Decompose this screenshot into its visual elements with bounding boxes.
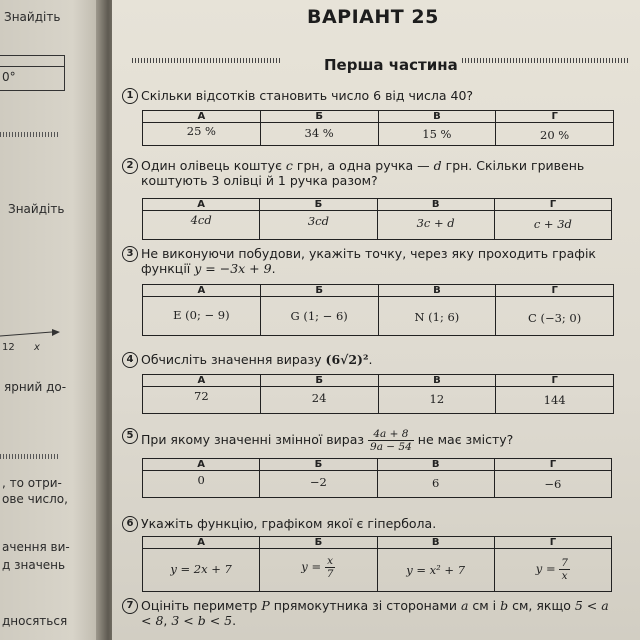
answer-option[interactable]	[143, 111, 260, 145]
option-letter: А	[143, 285, 260, 297]
question-number: 1	[122, 88, 138, 104]
option-letter: Г	[496, 111, 613, 123]
option-value: y = $\frac{x}{7}$	[301, 555, 334, 580]
question-number: 2	[122, 158, 138, 174]
question-3	[122, 246, 617, 276]
question-text: Оцініть периметр P прямокутника зі сторонами a см і b см, якщо 5 < a < 8, 3 < b < 5.	[141, 598, 609, 628]
left-fragment: 0°	[2, 70, 16, 84]
option-value: y = 2x + 7	[170, 562, 232, 576]
option-value: y = $\frac{7}{x}$	[535, 557, 568, 582]
option-value: y = x² + 7	[406, 563, 466, 577]
answer-option[interactable]	[494, 537, 611, 591]
question-5	[122, 428, 617, 453]
question-text: Обчисліть значення виразу (6√2)².	[141, 352, 373, 367]
part-title: Перша частина	[324, 56, 458, 74]
left-fragment: , то отри-	[2, 476, 62, 490]
question-number: 6	[122, 516, 138, 532]
answer-option[interactable]	[143, 199, 259, 239]
left-fragment: Знайдіть	[8, 202, 65, 216]
answer-option[interactable]	[143, 285, 260, 335]
question-text: Один олівець коштує c грн, а одна ручка — d грн. Скільки гривень коштують 3 олівці й 1 ручка разом?	[141, 158, 585, 188]
option-letter: А	[143, 375, 260, 387]
left-fragment: ачення ви-	[2, 540, 70, 554]
answer-option[interactable]	[143, 537, 259, 591]
right-page	[112, 0, 640, 640]
question-number: 4	[122, 352, 138, 368]
part-header	[132, 52, 632, 72]
answer-option[interactable]	[377, 199, 494, 239]
answer-option[interactable]	[260, 111, 378, 145]
question-6	[122, 516, 617, 531]
question-text: Не виконуючи побудови, укажіть точку, через яку проходить графік функції y = −3x + 9.	[141, 246, 596, 276]
option-value: 3c + d	[416, 216, 455, 230]
left-fragment: 12	[2, 342, 15, 353]
left-table	[0, 55, 65, 91]
answer-option[interactable]	[260, 375, 378, 413]
option-letter: В	[378, 537, 494, 549]
option-value: 72	[194, 389, 209, 403]
option-letter: Г	[495, 537, 611, 549]
option-value: 24	[311, 391, 327, 405]
option-letter: Г	[496, 285, 613, 297]
answer-option[interactable]	[378, 111, 496, 145]
answer-option[interactable]	[143, 375, 260, 413]
answer-option[interactable]	[259, 199, 376, 239]
option-letter: В	[378, 459, 494, 471]
option-letter: Г	[495, 459, 611, 471]
answer-option[interactable]	[495, 375, 613, 413]
option-letter: В	[379, 375, 496, 387]
answer-table-6	[142, 536, 612, 592]
question-number: 5	[122, 428, 138, 444]
question-2	[122, 158, 617, 188]
question-text: Укажіть функцію, графіком якої є гіпербола.	[141, 516, 437, 531]
option-letter: Г	[496, 375, 613, 387]
option-letter: В	[378, 199, 494, 211]
decorative-dashes	[132, 58, 280, 63]
answer-option[interactable]	[378, 375, 496, 413]
option-letter: Б	[261, 375, 378, 387]
answer-option[interactable]	[495, 285, 613, 335]
answer-option[interactable]	[378, 285, 496, 335]
option-letter: Б	[261, 111, 378, 123]
option-letter: Б	[260, 199, 376, 211]
question-number: 7	[122, 598, 138, 614]
option-value: N (1; 6)	[414, 310, 460, 324]
option-letter: Б	[260, 537, 376, 549]
left-divider	[0, 454, 60, 459]
question-1	[122, 88, 617, 103]
answer-table-3	[142, 284, 614, 336]
answer-table-4	[142, 374, 614, 414]
left-fragment: дносяться	[2, 614, 68, 628]
option-value: 0	[197, 473, 205, 487]
left-fragment: ярний до-	[4, 380, 67, 394]
answer-option[interactable]	[143, 459, 259, 497]
option-value: G (1; − 6)	[290, 309, 348, 323]
left-fragment: x	[34, 342, 40, 353]
answer-table-1	[142, 110, 614, 146]
answer-option[interactable]	[494, 199, 611, 239]
left-divider	[0, 132, 60, 137]
question-4	[122, 352, 617, 367]
answer-table-5	[142, 458, 612, 498]
question-number: 3	[122, 246, 138, 262]
math-expression: (6√2)²	[325, 352, 369, 367]
option-value: E (0; − 9)	[173, 308, 230, 322]
answer-option[interactable]	[494, 459, 611, 497]
option-letter: А	[143, 199, 259, 211]
decorative-dashes	[462, 58, 630, 63]
option-letter: А	[143, 459, 259, 471]
option-value: 12	[429, 392, 445, 406]
question-text: При якому значенні змінної вираз $\frac{4a + 8}{9a - 54}$ не має змісту?	[141, 428, 514, 453]
option-value: 34 %	[304, 126, 334, 140]
option-letter: В	[379, 111, 496, 123]
question-text: Скільки відсотків становить число 6 від числа 40?	[141, 88, 474, 103]
option-value: 3cd	[307, 214, 329, 228]
option-letter: А	[143, 537, 259, 549]
left-fragment: ове число,	[2, 492, 68, 506]
fraction: $\frac{4a + 8}{9a - 54}$	[370, 428, 412, 453]
option-value: −2	[309, 475, 327, 489]
option-value: C (−3; 0)	[528, 311, 582, 325]
option-letter: Б	[260, 459, 376, 471]
option-value: 144	[543, 393, 566, 407]
question-7	[122, 598, 617, 628]
option-value: c + 3d	[533, 217, 572, 231]
option-value: 25 %	[186, 124, 216, 138]
answer-option[interactable]	[259, 537, 376, 591]
option-letter: А	[143, 111, 260, 123]
option-value: 4cd	[190, 213, 212, 227]
answer-option[interactable]	[377, 537, 494, 591]
answer-option[interactable]	[259, 459, 376, 497]
option-value: 6	[431, 476, 440, 490]
variant-title: ВАРІАНТ 25	[307, 6, 439, 28]
option-letter: В	[379, 285, 496, 297]
left-fragment: д значень	[2, 558, 66, 572]
option-letter: Б	[261, 285, 378, 297]
option-value: 15 %	[422, 127, 452, 141]
option-value: 20 %	[540, 128, 570, 142]
option-letter: Г	[495, 199, 611, 211]
answer-option[interactable]	[495, 111, 613, 145]
left-page	[0, 0, 104, 640]
answer-table-2	[142, 198, 612, 240]
answer-option[interactable]	[377, 459, 494, 497]
option-value: −6	[544, 477, 562, 491]
left-fragment: Знайдіть	[4, 10, 61, 24]
answer-option[interactable]	[260, 285, 378, 335]
